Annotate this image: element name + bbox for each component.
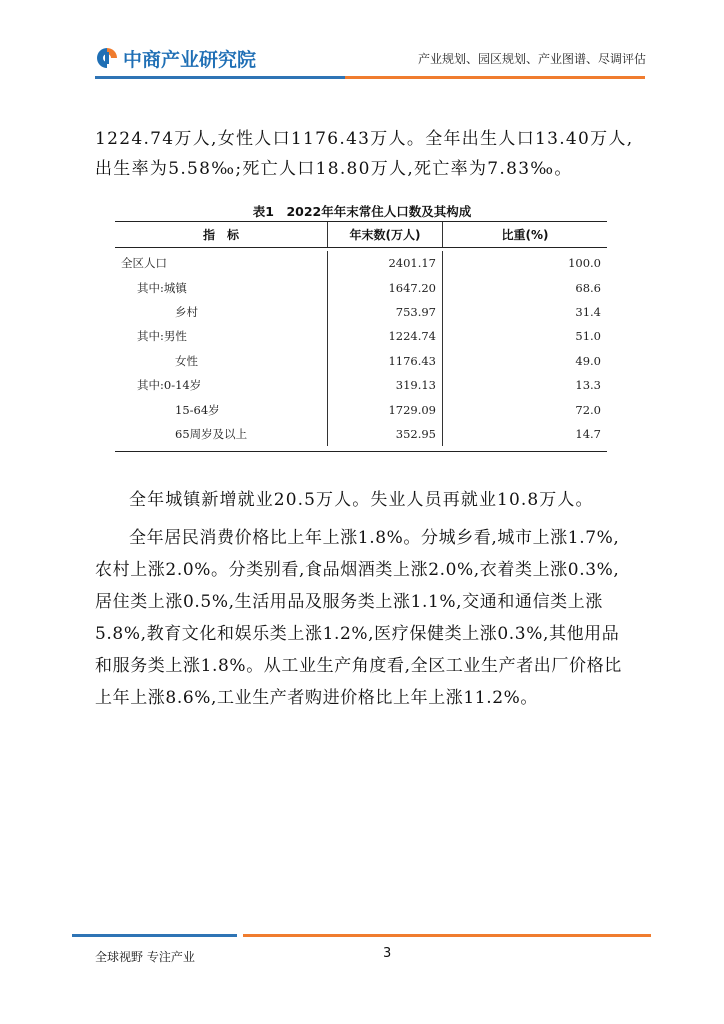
row-label: 乡村 <box>115 300 328 324</box>
header-rule-blue <box>95 76 345 79</box>
row-share: 51.0 <box>575 329 601 344</box>
table-row <box>115 275 607 299</box>
header-rule-orange <box>345 76 645 79</box>
row-share: 49.0 <box>575 353 601 368</box>
row-label: 全区人口 <box>115 251 328 275</box>
table-row <box>115 251 607 275</box>
row-share: 13.3 <box>575 378 601 393</box>
table-header-share: 比重(%) <box>501 228 549 242</box>
row-value: 1224.74 <box>328 324 443 348</box>
row-share: 100.0 <box>568 256 601 271</box>
logo-icon <box>95 46 119 70</box>
row-share: 68.6 <box>575 280 601 295</box>
header-tagline: 产业规划、园区规划、产业图谱、尽调评估 <box>417 52 646 66</box>
row-label: 女性 <box>115 349 328 373</box>
table-header-indicator: 指 标 <box>115 222 328 247</box>
table-body <box>115 248 607 451</box>
table-title: 表1 2022年年末常住人口数及其构成 <box>252 204 472 219</box>
table-row <box>115 349 607 373</box>
row-value: 1647.20 <box>328 275 443 299</box>
row-value: 1176.43 <box>328 349 443 373</box>
paragraph-population: 1224.74万人,女性人口1176.43万人。全年出生人口13.40万人,出生率为5.58‰;死亡人口18.80万人,死亡率为7.83‰。 <box>95 129 634 179</box>
paragraph-prices: 全年居民消费价格比上年上涨1.8%。分城乡看,城市上涨1.7%,农村上涨2.0%。分类别看,食品烟酒类上涨2.0%,衣着类上涨0.3%,居住类上涨0.5%,生活用品及服务类上涨1.1%,交通和通信类上涨5.8%,教育文化和娱乐类上涨1.2%,医疗保健类上涨0.3%,其他用品和服务类上涨1.8%。从工业生产角度看,全区工业生产者出厂价格比上年上涨8.6%,工业生产者购进价格比上年上涨11.2%。 <box>95 528 622 708</box>
page-number: 3 <box>383 946 392 961</box>
table-row <box>115 300 607 324</box>
table-header-row <box>115 222 607 248</box>
row-value: 319.13 <box>328 373 443 397</box>
table-row <box>115 422 607 446</box>
row-label: 其中:0-14岁 <box>115 373 328 397</box>
paragraph-employment: 全年城镇新增就业20.5万人。失业人员再就业10.8万人。 <box>129 490 594 510</box>
population-table <box>115 221 607 452</box>
row-label: 其中:男性 <box>115 324 328 348</box>
row-label: 65周岁及以上 <box>115 422 328 446</box>
company-logo <box>95 44 256 72</box>
footer-rule-orange <box>243 934 651 937</box>
table-row <box>115 373 607 397</box>
row-value: 2401.17 <box>328 251 443 275</box>
footer-rule-blue <box>72 934 237 937</box>
table-row <box>115 397 607 421</box>
row-share: 14.7 <box>575 426 601 441</box>
row-share: 31.4 <box>575 304 601 319</box>
footer-slogan: 全球视野 专注产业 <box>95 950 195 964</box>
table-row <box>115 324 607 348</box>
row-label: 15-64岁 <box>115 397 328 421</box>
row-value: 1729.09 <box>328 397 443 421</box>
row-label: 其中:城镇 <box>115 275 328 299</box>
page-header <box>0 0 724 90</box>
logo-text: 中商产业研究院 <box>123 48 257 71</box>
table-header-value: 年末数(万人) <box>328 222 443 247</box>
row-share: 72.0 <box>575 402 601 417</box>
row-value: 753.97 <box>328 300 443 324</box>
row-value: 352.95 <box>328 422 443 446</box>
